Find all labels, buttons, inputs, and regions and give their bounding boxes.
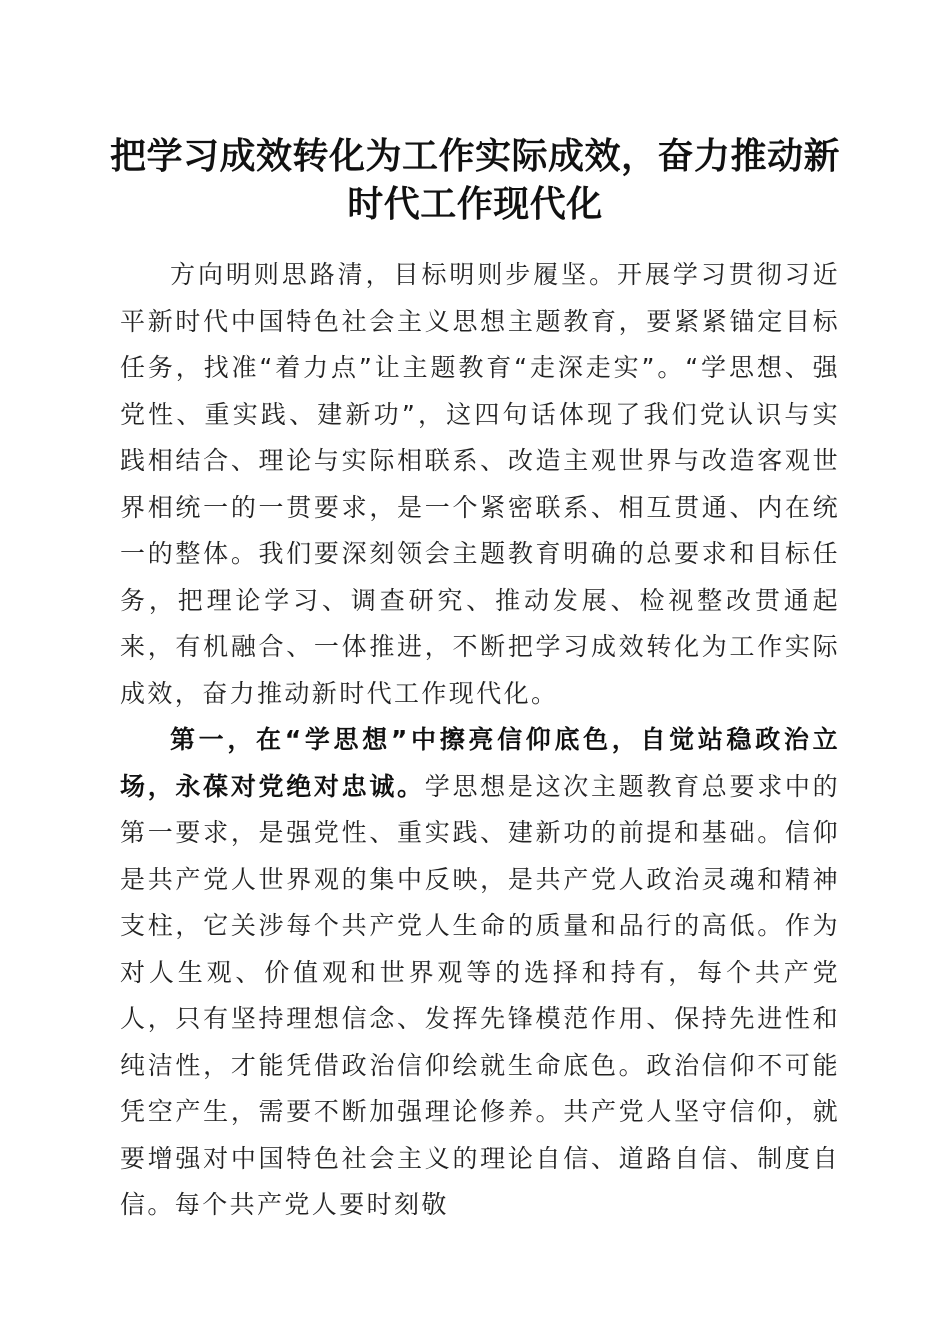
document-title: 把学习成效转化为工作实际成效，奋力推动新时代工作现代化 [109, 135, 840, 225]
paragraph-lead: 第一，在“学思想”中擦亮信仰底色，自觉站稳政治立场，永葆对党绝对忠诚。 [120, 725, 840, 801]
paragraph-intro [120, 252, 840, 717]
paragraph-text: 方向明则思路清，目标明则步履坚。开展学习贯彻习近平新时代中国特色社会主义思想主题教育，要紧紧锚定目标任务，找准“着力点”让主题教育“走深走实”。“学思想、强党性、重实践、建新功”，这四句话体现了我们党认识与实践相结合、理论与实际相联系、改造主观世界与改造客观世界相统一的一贯要求，是一个紧密联系、相互贯通、内在统一的整体。我们要深刻领会主题教育明确的总要求和目标任务，把理论学习、调查研究、推动发展、检视整改贯通起来，有机融合、一体推进，不断把学习成效转化为工作实际成效，奋力推动新时代工作现代化。 [120, 260, 840, 708]
document-body [120, 252, 840, 1229]
paragraph-text: 学思想是这次主题教育总要求中的第一要求，是强党性、重实践、建新功的前提和基础。信仰是共产党人世界观的集中反映，是共产党人政治灵魂和精神支柱，它关涉每个共产党人生命的质量和品行的高低。作为对人生观、价值观和世界观等的选择和持有，每个共产党人，只有坚持理想信念、发挥先锋模范作用、保持先进性和纯洁性，才能凭借政治信仰绘就生命底色。政治信仰不可能凭空产生，需要不断加强理论修养。共产党人坚守信仰，就要增强对中国特色社会主义的理论自信、道路自信、制度自信。每个共产党人要时刻敬 [120, 771, 840, 1219]
paragraph-first-point [120, 717, 840, 1229]
